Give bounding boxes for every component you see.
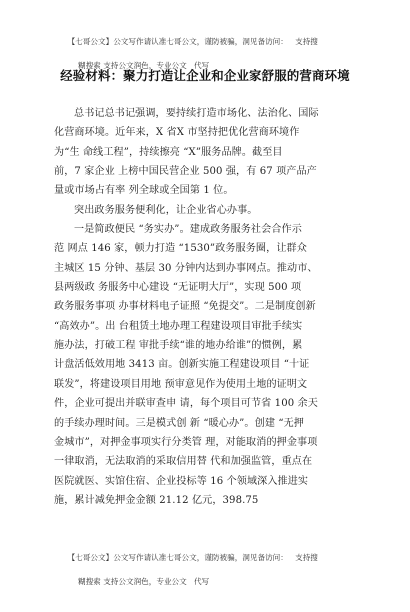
body-line: 量或市场占有率 列全球或全国第 1 位。: [54, 185, 234, 197]
body-line: 化营商环境。近年来，X 省X 市坚持把优化营商环境作: [54, 127, 300, 139]
footer-line-1: 【七哥公文】公文写作请认准七哥公文，谨防被骗，洞见备访问： 支持搜: [67, 553, 318, 562]
body-line: 主城区 15 分钟、基层 30 分钟内达到办事网点。推动市、: [54, 262, 318, 274]
body-line: “高效办”。出 台租赁土地办理工程建设项目审批手续实: [54, 320, 303, 332]
header-line-1: 【七哥公文】公文写作请认准七哥公文，谨防被骗，洞见备访问： 支持搜: [67, 37, 318, 46]
body-line: 联发”，将建设项目用地 预审意见作为使用土地的证明文: [54, 378, 308, 390]
body-line: 医院就医、实馆住宿、企业投标等 16 个领域深入推进实: [54, 475, 309, 487]
body-line: 县两级政 务服务中心建设 “无证明大厅”，实现 500 项: [54, 282, 302, 294]
body-line: 突出政务服务便利化，让企业省心办事。: [74, 204, 258, 216]
document-title: 经验材料：聚力打造让企业和企业家舒服的营商环境: [60, 68, 350, 83]
body-line: 一律取消，无法取消的采取信用替 代和加强监管，重点在: [54, 456, 313, 468]
body-line: 金城市”，对押金事项实行分类管 理，对能取消的押金事项: [54, 436, 318, 448]
body-line: 范 网点 146 家，顿力打造 “1530”政务服务圈，让群众: [54, 243, 307, 255]
body-line: 的手续办理时间。三是模式创 新 “暖心办”。创建 “无押: [54, 417, 304, 429]
document-body: [54, 104, 366, 510]
page-footer: [58, 540, 388, 612]
body-line: 施办法，打破工程 审批手续“谁的地办给谁”的惯例，累: [54, 340, 303, 352]
body-line: 计盘活低效用地 3413 亩。创新实施工程建设项目 “十证: [54, 359, 310, 371]
header-line-2: 糊搜索 支持公文润色，专业公文 代写: [78, 61, 210, 70]
body-line: 总书记总书记强调，要持续打造市场化、法治化、国际: [74, 108, 319, 119]
footer-line-2: 糊搜索 支持公文润色，专业公文 代写: [78, 577, 210, 586]
body-line: 施，累计减免押金金额 21.12 亿元，398.75: [54, 494, 259, 506]
body-line: 前，7 家企业 上榜中国民营企业 500 强，有 67 项产品产: [54, 166, 317, 178]
body-line: 为“生 命线工程”，持续擦亮 “X”服务品牌。截至目: [54, 146, 283, 158]
body-line: 件，企业可提出并联审查申 请，每个项目可节省 100 余天: [54, 398, 318, 410]
body-line: 政务服务事项 办事材料电子证照 “免提交”。二是制度创新: [54, 301, 316, 313]
page-header: [58, 24, 388, 96]
body-line: 一是简政便民 “务实办”。建成政务服务社会合作示: [74, 224, 302, 236]
